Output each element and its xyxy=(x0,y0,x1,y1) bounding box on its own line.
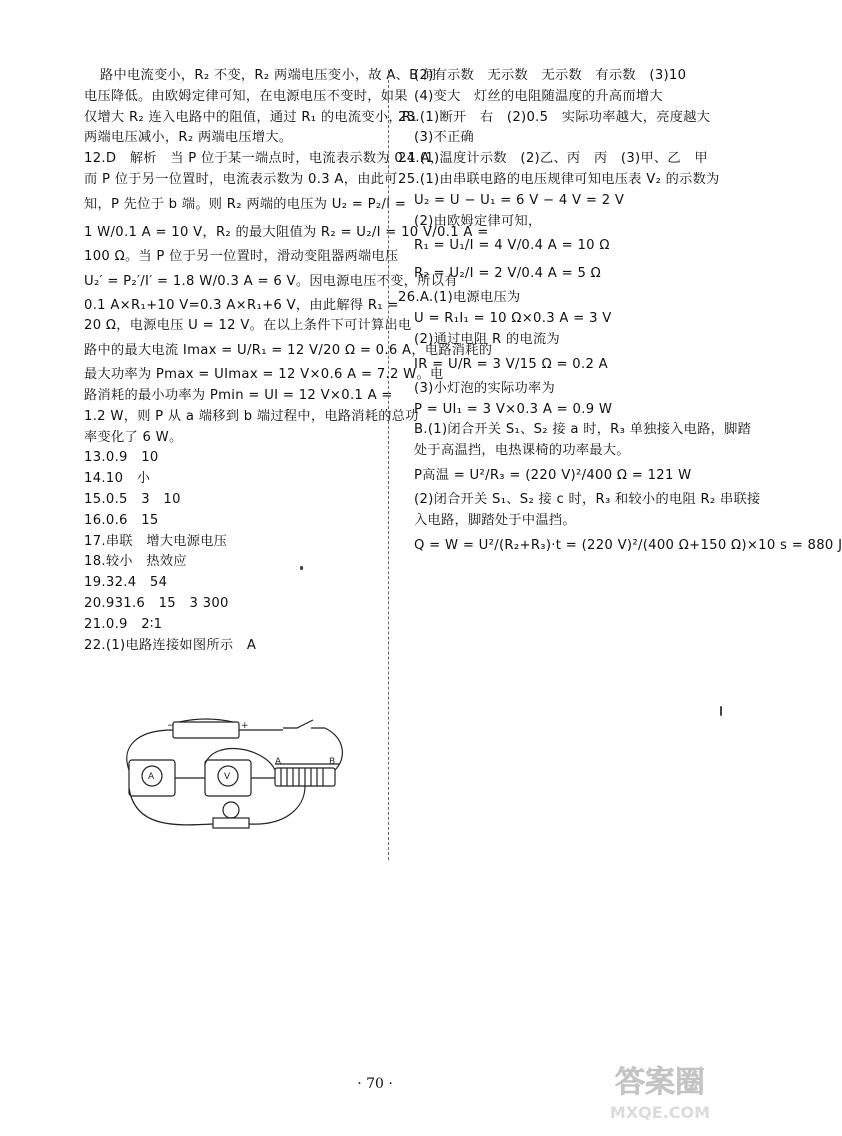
text-line: R₁ = U₁/I = 4 V/0.4 A = 10 Ω xyxy=(414,238,610,254)
circuit-diagram xyxy=(115,718,355,836)
column-divider xyxy=(388,70,389,860)
text-line: 0.1 A×R₁+10 V=0.3 A×R₁+6 V，由此解得 R₁ = xyxy=(84,297,399,313)
print-speck xyxy=(300,566,303,570)
text-line: R₂ = U₂/I = 2 V/0.4 A = 5 Ω xyxy=(414,266,602,282)
text-line: U₂ = U − U₁ = 6 V − 4 V = 2 V xyxy=(414,192,625,208)
text-line: (2)有示数 无示数 无示数 有示数 (3)10 xyxy=(414,68,687,83)
wire xyxy=(127,730,173,770)
right-column xyxy=(398,66,842,560)
text-line: 路中的最大电流 Imax = U/R₁ = 12 V/20 Ω = 0.6 A，电路消耗的 xyxy=(84,343,493,359)
svg-text:+: + xyxy=(241,721,249,731)
text-line: 23.(1)断开 右 (2)0.5 实际功率越大，亮度越大 xyxy=(398,109,711,125)
text-line: 14.10 小 xyxy=(84,471,151,487)
text-line: 24.(1)温度计示数 (2)乙、丙 丙 (3)甲、乙 甲 xyxy=(398,151,708,167)
terminal-b: B xyxy=(329,757,336,767)
text-line: 20 Ω，电源电压 U = 12 V。在以上条件下可计算出电 xyxy=(84,318,412,334)
text-line: 16.0.6 15 xyxy=(84,512,159,528)
text-line: (4)变大 灯丝的电阻随温度的升高而增大 xyxy=(414,88,663,104)
text-line: B.(1)闭合开关 S₁、S₂ 接 a 时，R₃ 单独接入电路，脚踏 xyxy=(414,422,752,438)
bulb xyxy=(223,802,239,818)
text-line: 仅增大 R₂ 连入电路中的阻值，通过 R₁ 的电流变小，R₁ xyxy=(84,109,417,125)
text-line: 处于高温挡，电热课椅的功率最大。 xyxy=(414,443,630,459)
text-line: 15.0.5 3 10 xyxy=(84,491,181,507)
text-line: (2)通过电阻 R 的电流为 xyxy=(414,331,560,347)
text-line: 知，P 先位于 b 端。则 R₂ 两端的电压为 U₂ = P₂/I = xyxy=(84,196,407,212)
text-line: 率变化了 6 W。 xyxy=(84,429,183,445)
text-line: 25.(1)由串联电路的电压规律可知电压表 V₂ 的示数为 xyxy=(398,171,720,187)
text-line: 1 W/0.1 A = 10 V，R₂ 的最大阻值为 R₂ = U₂/I = 10 V/0.1 A = xyxy=(84,224,489,240)
text-line: (3)不正确 xyxy=(414,130,475,146)
text-line: 电压降低。由欧姆定律可知，在电源电压不变时，如果 xyxy=(84,88,408,104)
text-line: 20.931.6 15 3 300 xyxy=(84,595,229,611)
text-line: 21.0.9 2∶1 xyxy=(84,616,163,632)
text-line: 路消耗的最小功率为 Pmin = UI = 12 V×0.1 A = xyxy=(84,387,393,403)
text-line: 26.A.(1)电源电压为 xyxy=(398,290,521,306)
text-line: (2)闭合开关 S₁、S₂ 接 c 时，R₃ 和较小的电阻 R₂ 串联接 xyxy=(414,491,761,507)
text-line: 而 P 位于另一位置时，电流表示数为 0.3 A，由此可 xyxy=(84,171,398,187)
power-supply xyxy=(173,722,239,738)
text-line: P高温 = U²/R₃ = (220 V)²/400 Ω = 121 W xyxy=(414,467,692,483)
svg-text:MXQE.COM: MXQE.COM xyxy=(609,1103,711,1122)
print-speck xyxy=(720,706,722,716)
text-line: 19.32.4 54 xyxy=(84,575,168,591)
text-line: 18.较小 热效应 xyxy=(84,554,187,570)
text-line: 12.D 解析 当 P 位于某一端点时，电流表示数为 0.1 A， xyxy=(84,151,444,167)
voltmeter-label: V xyxy=(224,772,231,782)
text-line: 100 Ω。当 P 位于另一位置时，滑动变阻器两端电压 xyxy=(84,248,399,264)
text-line: P = UI₁ = 3 V×0.3 A = 0.9 W xyxy=(414,401,613,417)
text-line: 入电路，脚踏处于中温挡。 xyxy=(414,512,576,528)
text-line: 路中电流变小，R₂ 不变，R₂ 两端电压变小，故 A、B 间 xyxy=(100,68,437,83)
text-line: 22.(1)电路连接如图所示 A xyxy=(84,637,257,653)
terminal-a: A xyxy=(275,757,282,767)
page-number: · 70 · xyxy=(357,1076,393,1092)
text-line: 两端电压减小，R₂ 两端电压增大。 xyxy=(84,130,293,146)
svg-text:−: − xyxy=(167,721,175,731)
switch xyxy=(283,720,325,728)
text-line: (3)小灯泡的实际功率为 xyxy=(414,380,555,396)
text-line: 1.2 W，则 P 从 a 端移到 b 端过程中，电路消耗的总功 xyxy=(84,408,419,424)
text-line: Q = W = U²/(R₂+R₃)·t = (220 V)²/(400 Ω+150 Ω)×10 s = 880 J xyxy=(414,537,842,553)
watermark-logo xyxy=(580,1056,740,1126)
text-line: U = R₁I₁ = 10 Ω×0.3 A = 3 V xyxy=(414,311,612,327)
text-line: 最大功率为 Pmax = UImax = 12 V×0.6 A = 7.2 W。电 xyxy=(84,367,444,383)
svg-text:答案圈: 答案圈 xyxy=(615,1065,705,1100)
text-line: 17.串联 增大电源电压 xyxy=(84,533,228,549)
text-line: (2)由欧姆定律可知， xyxy=(414,213,542,229)
ammeter-label: A xyxy=(148,772,155,782)
text-line: 13.0.9 10 xyxy=(84,450,159,466)
text-line: IR = U/R = 3 V/15 Ω = 0.2 A xyxy=(414,356,608,372)
text-line: U₂′ = P₂′/I′ = 1.8 W/0.3 A = 6 V。因电源电压不变，所以有 xyxy=(84,273,458,289)
